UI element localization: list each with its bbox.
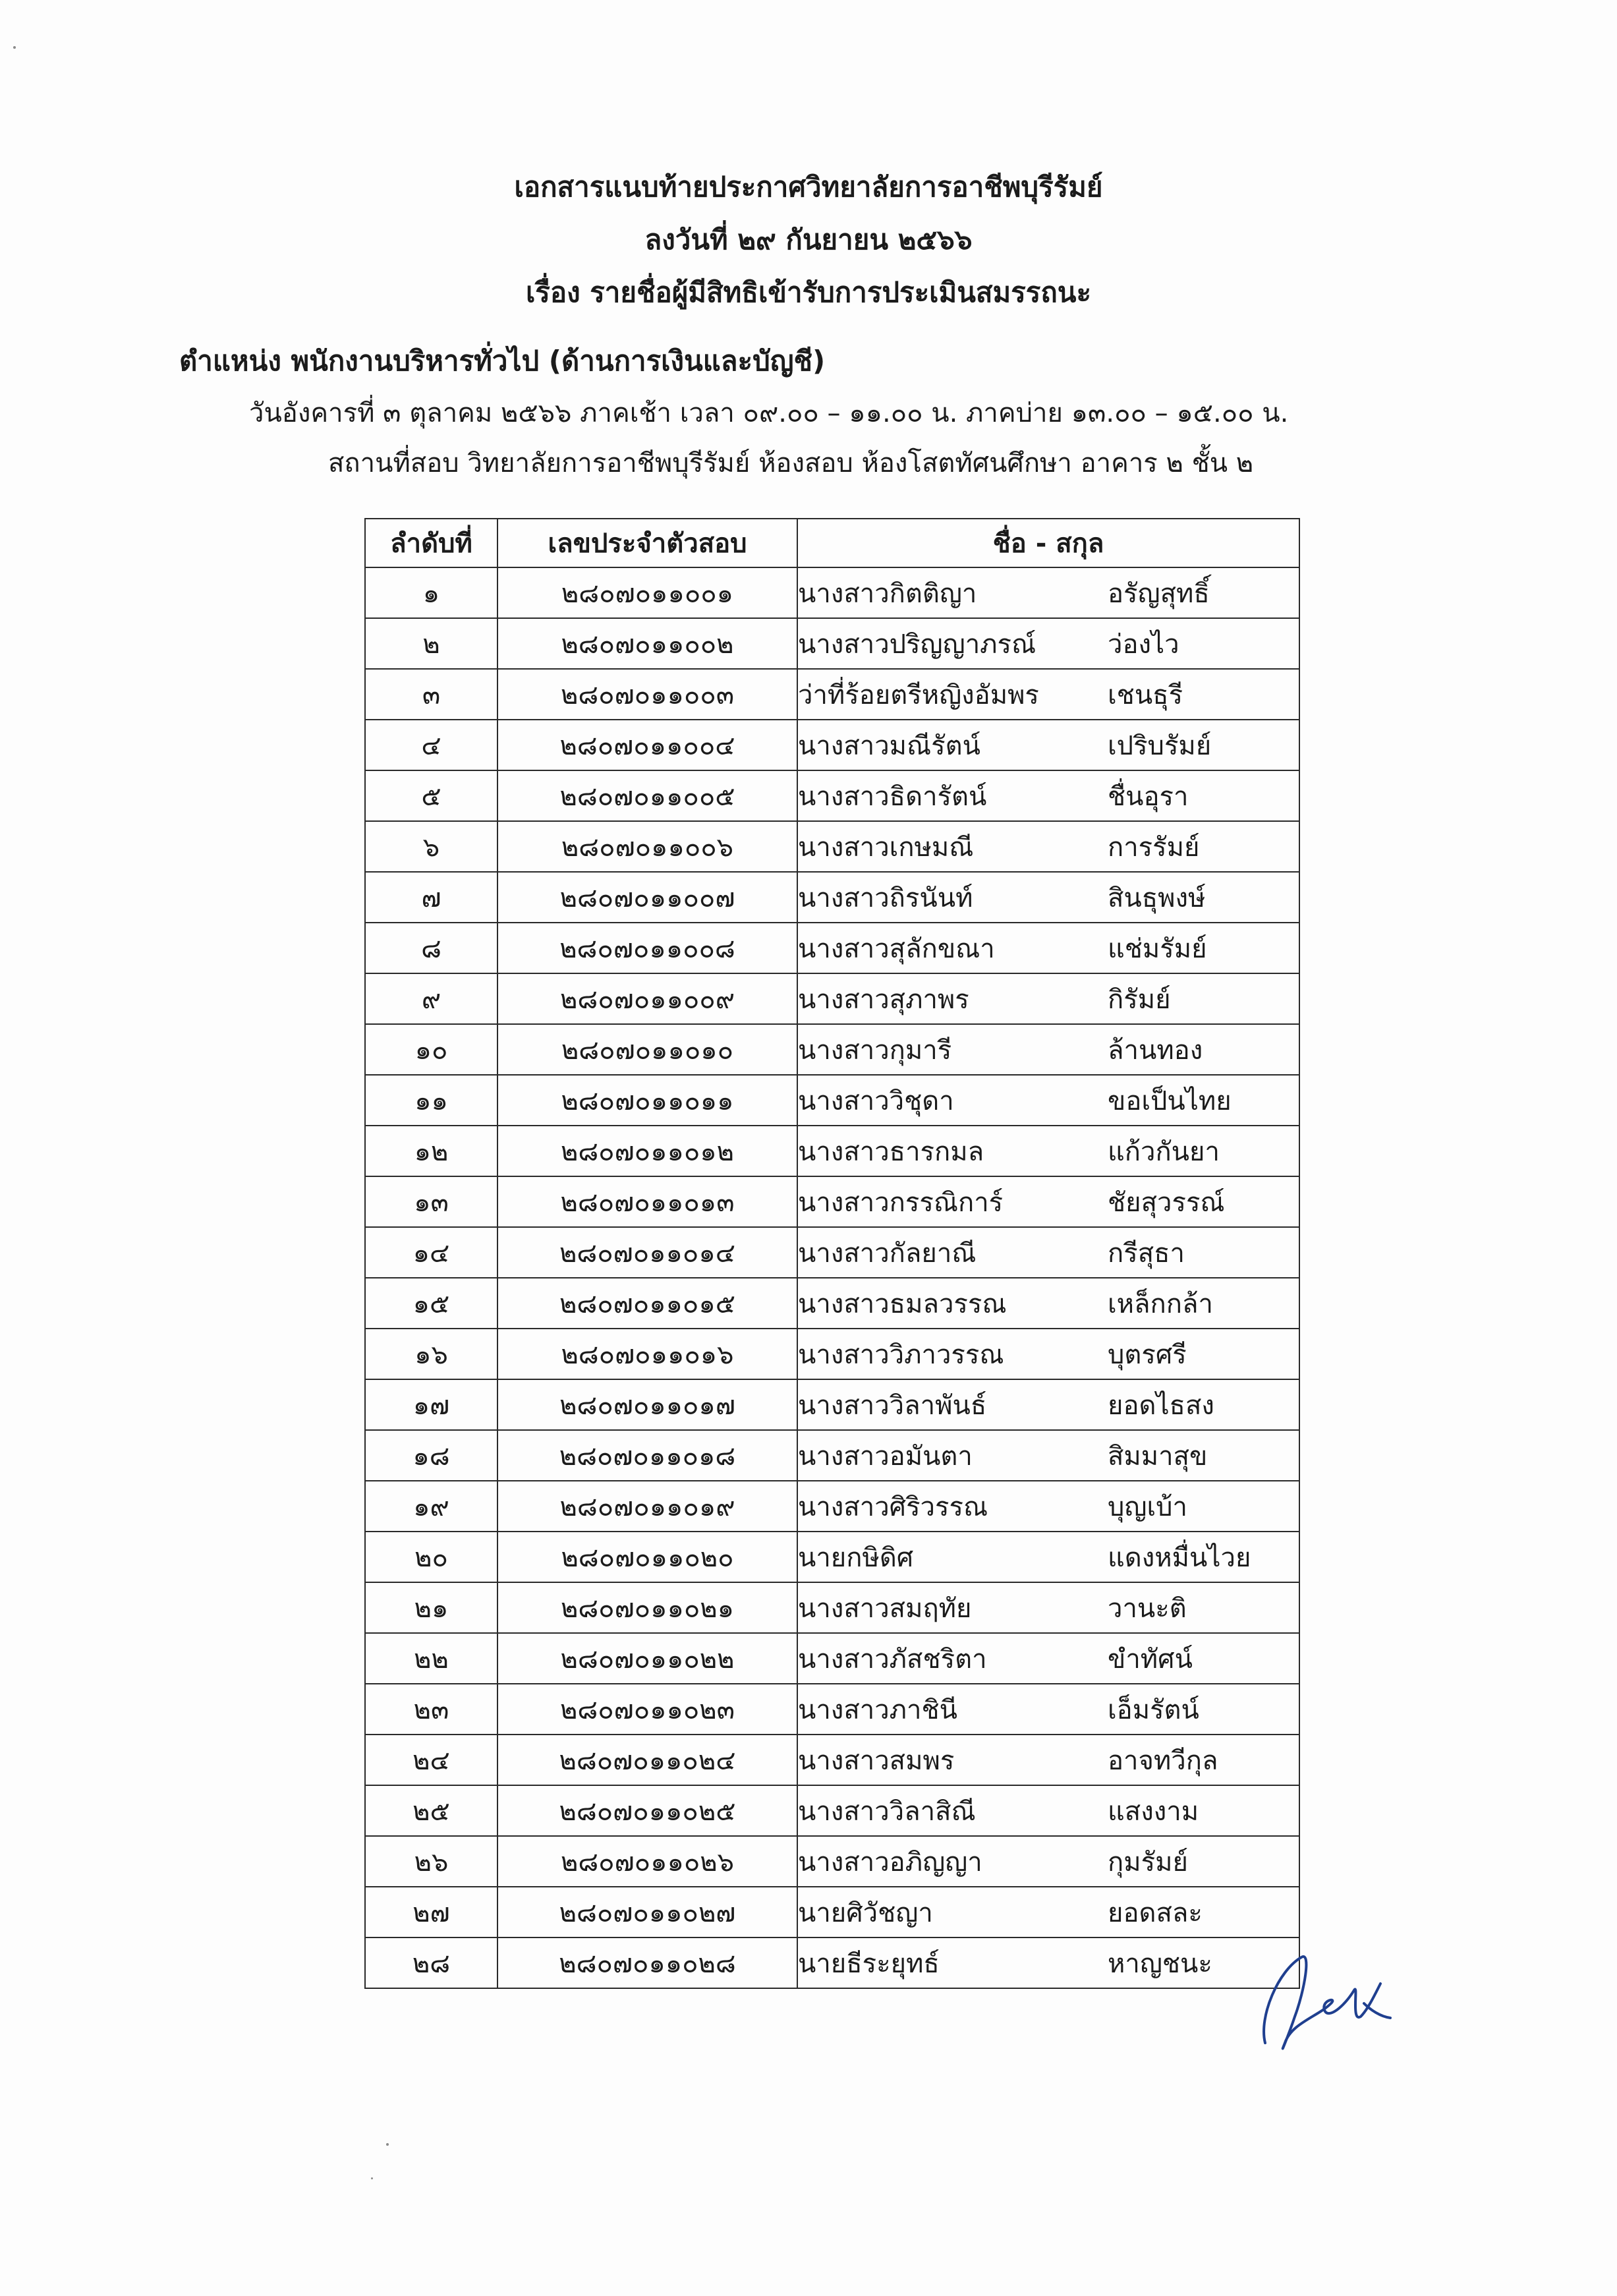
row-exam-id: ๒๘๐๗๐๑๑๐๑๑ [497, 1075, 797, 1126]
table-row [365, 821, 1299, 872]
table-row [365, 1836, 1299, 1887]
row-exam-id: ๒๘๐๗๐๑๑๐๑๓ [497, 1176, 797, 1227]
table-row [365, 1785, 1299, 1836]
row-full-name [797, 720, 1299, 770]
row-exam-id: ๒๘๐๗๐๑๑๐๑๕ [497, 1278, 797, 1329]
first-name: นางสาววิภาวรรณ [798, 1339, 1004, 1370]
signature-icon [1239, 1944, 1397, 2069]
first-name: นางสาวศิริวรรณ [798, 1491, 988, 1522]
last-name: ยอดไธสง [1108, 1390, 1214, 1421]
table-row [365, 1633, 1299, 1684]
document-date: ลงวันที่ ๒๙ กันยายน ๒๕๖๖ [644, 223, 973, 256]
row-full-name [797, 1633, 1299, 1684]
row-exam-id: ๒๘๐๗๐๑๑๐๒๒ [497, 1633, 797, 1684]
last-name: เอ็มรัตน์ [1108, 1694, 1199, 1725]
last-name: ขำทัศน์ [1108, 1644, 1193, 1675]
row-order: ๒๘ [365, 1937, 497, 1988]
document-subject: เรื่อง รายชื่อผู้มีสิทธิเข้ารับการประเมินสมรรถนะ [525, 276, 1092, 308]
table-header-row [365, 519, 1299, 567]
row-full-name [797, 1887, 1299, 1937]
first-name: นางสาววิลาพันธ์ [798, 1390, 987, 1421]
last-name: ขอเป็นไทย [1108, 1085, 1232, 1116]
table-row [365, 1227, 1299, 1278]
last-name: กรีสุธา [1108, 1238, 1185, 1269]
row-full-name [797, 1430, 1299, 1481]
row-order: ๑๓ [365, 1176, 497, 1227]
row-order: ๒๓ [365, 1684, 497, 1735]
table-row [365, 1329, 1299, 1379]
last-name: ยอดสละ [1108, 1897, 1203, 1928]
row-exam-id: ๒๘๐๗๐๑๑๐๐๙ [497, 973, 797, 1024]
table-row [365, 1176, 1299, 1227]
first-name: นางสาวอมันตา [798, 1441, 973, 1472]
table-row [365, 618, 1299, 669]
row-exam-id: ๒๘๐๗๐๑๑๐๑๙ [497, 1481, 797, 1532]
last-name: กุมรัมย์ [1108, 1847, 1188, 1878]
first-name: นางสาวกรรณิการ์ [798, 1187, 1004, 1218]
first-name: นางสาวกัลยาณี [798, 1238, 977, 1269]
row-exam-id: ๒๘๐๗๐๑๑๐๑๘ [497, 1430, 797, 1481]
first-name: นางสาวภัสชริตา [798, 1644, 987, 1675]
last-name: อรัญสุทธิ์ [1108, 578, 1210, 609]
last-name: เหล็กกล้า [1108, 1288, 1213, 1319]
table-row [365, 1582, 1299, 1633]
table-row [365, 872, 1299, 923]
row-order: ๒๐ [365, 1532, 497, 1582]
row-order: ๒๑ [365, 1582, 497, 1633]
first-name: นางสาวสุภาพร [798, 984, 969, 1015]
row-full-name [797, 1735, 1299, 1785]
first-name: นางสาวธมลวรรณ [798, 1288, 1007, 1319]
scan-speck [386, 2143, 389, 2146]
last-name: ชัยสุวรรณ์ [1108, 1187, 1225, 1218]
row-exam-id: ๒๘๐๗๐๑๑๐๑๐ [497, 1024, 797, 1075]
row-exam-id: ๒๘๐๗๐๑๑๐๑๒ [497, 1126, 797, 1176]
row-exam-id: ๒๘๐๗๐๑๑๐๐๘ [497, 923, 797, 973]
row-order: ๕ [365, 770, 497, 821]
exam-venue: สถานที่สอบ วิทยาลัยการอาชีพบุรีรัมย์ ห้องสอบ ห้องโสตทัศนศึกษา อาคาร ๒ ชั้น ๒ [328, 448, 1254, 478]
row-full-name [797, 669, 1299, 720]
row-order: ๑๐ [365, 1024, 497, 1075]
row-exam-id: ๒๘๐๗๐๑๑๐๒๘ [497, 1937, 797, 1988]
table-row [365, 1430, 1299, 1481]
row-order: ๖ [365, 821, 497, 872]
first-name: นางสาวถิรนันท์ [798, 882, 973, 913]
row-order: ๓ [365, 669, 497, 720]
row-full-name [797, 1278, 1299, 1329]
row-order: ๑๗ [365, 1379, 497, 1430]
table-row [365, 973, 1299, 1024]
row-full-name [797, 1379, 1299, 1430]
table-row [365, 1532, 1299, 1582]
row-order: ๑๔ [365, 1227, 497, 1278]
row-full-name [797, 1176, 1299, 1227]
row-exam-id: ๒๘๐๗๐๑๑๐๑๗ [497, 1379, 797, 1430]
table-row [365, 567, 1299, 618]
last-name: ล้านทอง [1108, 1035, 1203, 1066]
last-name: สิมมาสุข [1108, 1441, 1208, 1472]
last-name: เชนธุรี [1108, 679, 1183, 710]
row-full-name [797, 1532, 1299, 1582]
row-order: ๑๕ [365, 1278, 497, 1329]
row-exam-id: ๒๘๐๗๐๑๑๐๑๖ [497, 1329, 797, 1379]
row-order: ๑๘ [365, 1430, 497, 1481]
row-full-name [797, 1024, 1299, 1075]
row-order: ๑๑ [365, 1075, 497, 1126]
first-name: นางสาวธิดารัตน์ [798, 781, 987, 812]
first-name: นางสาววิลาสิณี [798, 1796, 976, 1827]
first-name: นางสาวมณีรัตน์ [798, 730, 980, 761]
position-title: ตำแหน่ง พนักงานบริหารทั่วไป (ด้านการเงินและบัญชี) [179, 345, 826, 377]
last-name: กิรัมย์ [1108, 984, 1171, 1015]
last-name: การรัมย์ [1108, 832, 1200, 863]
row-order: ๔ [365, 720, 497, 770]
first-name: นางสาวสมฤทัย [798, 1593, 972, 1624]
row-full-name [797, 567, 1299, 618]
row-exam-id: ๒๘๐๗๐๑๑๐๐๑ [497, 567, 797, 618]
last-name: แดงหมื่นไวย [1108, 1542, 1251, 1573]
first-name: นางสาวธารกมล [798, 1136, 984, 1167]
row-order: ๘ [365, 923, 497, 973]
candidate-table [364, 518, 1300, 1989]
row-full-name [797, 1126, 1299, 1176]
row-full-name [797, 1075, 1299, 1126]
row-exam-id: ๒๘๐๗๐๑๑๐๒๑ [497, 1582, 797, 1633]
row-full-name [797, 1329, 1299, 1379]
first-name: นางสาวสุลักขณา [798, 933, 995, 964]
row-order: ๗ [365, 872, 497, 923]
table-row [365, 1024, 1299, 1075]
last-name: หาญชนะ [1108, 1948, 1212, 1979]
header-order: ลำดับที่ [365, 519, 497, 567]
row-exam-id: ๒๘๐๗๐๑๑๐๒๖ [497, 1836, 797, 1887]
last-name: บุตรศรี [1108, 1339, 1187, 1370]
table-row [365, 1278, 1299, 1329]
table-row [365, 669, 1299, 720]
row-order: ๑๙ [365, 1481, 497, 1532]
row-order: ๑ [365, 567, 497, 618]
last-name: ว่องไว [1108, 629, 1179, 660]
scan-speck [371, 2177, 373, 2179]
row-full-name [797, 1937, 1299, 1988]
last-name: เปริบรัมย์ [1108, 730, 1212, 761]
header-name: ชื่อ - สกุล [797, 519, 1299, 567]
table-row [365, 720, 1299, 770]
row-full-name [797, 1684, 1299, 1735]
first-name: นายศิวัชญา [798, 1897, 933, 1928]
last-name: แก้วกันยา [1108, 1136, 1220, 1167]
table-row [365, 1126, 1299, 1176]
row-order: ๒๕ [365, 1785, 497, 1836]
last-name: แสงงาม [1108, 1796, 1199, 1827]
row-exam-id: ๒๘๐๗๐๑๑๐๒๐ [497, 1532, 797, 1582]
row-order: ๒๖ [365, 1836, 497, 1887]
first-name: นางสาววิชุดา [798, 1085, 954, 1116]
document-title: เอกสารแนบท้ายประกาศวิทยาลัยการอาชีพบุรีรัมย์ [514, 171, 1103, 203]
row-full-name [797, 770, 1299, 821]
row-full-name [797, 1836, 1299, 1887]
row-exam-id: ๒๘๐๗๐๑๑๐๐๖ [497, 821, 797, 872]
row-full-name [797, 1582, 1299, 1633]
table-row [365, 1684, 1299, 1735]
row-exam-id: ๒๘๐๗๐๑๑๐๒๔ [497, 1735, 797, 1785]
row-exam-id: ๒๘๐๗๐๑๑๐๐๒ [497, 618, 797, 669]
first-name: ว่าที่ร้อยตรีหญิงอัมพร [798, 679, 1039, 710]
table-body [365, 567, 1299, 1988]
first-name: นางสาวสมพร [798, 1745, 955, 1776]
row-order: ๑๖ [365, 1329, 497, 1379]
first-name: นางสาวเกษมณี [798, 832, 974, 863]
table-row [365, 1937, 1299, 1988]
last-name: บุญเบ้า [1108, 1491, 1187, 1522]
row-order: ๑๒ [365, 1126, 497, 1176]
row-exam-id: ๒๘๐๗๐๑๑๐๑๔ [497, 1227, 797, 1278]
row-exam-id: ๒๘๐๗๐๑๑๐๐๔ [497, 720, 797, 770]
row-exam-id: ๒๘๐๗๐๑๑๐๒๓ [497, 1684, 797, 1735]
exam-schedule: วันอังคารที่ ๓ ตุลาคม ๒๕๖๖ ภาคเช้า เวลา ๐๙.๐๐ – ๑๑.๐๐ น. ภาคบ่าย ๑๓.๐๐ – ๑๕.๐๐ น. [249, 398, 1289, 428]
row-order: ๒๔ [365, 1735, 497, 1785]
table-row [365, 923, 1299, 973]
first-name: นางสาวกิตติญา [798, 578, 977, 609]
first-name: นางสาวกุมารี [798, 1035, 952, 1066]
scan-speck [13, 46, 16, 49]
row-exam-id: ๒๘๐๗๐๑๑๐๐๕ [497, 770, 797, 821]
last-name: วานะติ [1108, 1593, 1187, 1624]
row-full-name [797, 1227, 1299, 1278]
first-name: นายธีระยุทธ์ [798, 1948, 940, 1979]
row-full-name [797, 618, 1299, 669]
last-name: แช่มรัมย์ [1108, 933, 1207, 964]
first-name: นางสาวปริญญาภรณ์ [798, 629, 1036, 660]
row-order: ๙ [365, 973, 497, 1024]
table-row [365, 1379, 1299, 1430]
row-order: ๒๒ [365, 1633, 497, 1684]
table-row [365, 1735, 1299, 1785]
row-exam-id: ๒๘๐๗๐๑๑๐๐๓ [497, 669, 797, 720]
last-name: สินธุพงษ์ [1108, 882, 1206, 913]
last-name: ชื่นอุรา [1108, 781, 1189, 812]
table-row [365, 1075, 1299, 1126]
last-name: อาจทวีกุล [1108, 1745, 1218, 1776]
row-full-name [797, 1785, 1299, 1836]
header-exam-id: เลขประจำตัวสอบ [497, 519, 797, 567]
row-exam-id: ๒๘๐๗๐๑๑๐๒๕ [497, 1785, 797, 1836]
first-name: นางสาวภาชินี [798, 1694, 957, 1725]
first-name: นางสาวอภิญญา [798, 1847, 982, 1878]
row-full-name [797, 872, 1299, 923]
row-full-name [797, 821, 1299, 872]
row-order: ๒๗ [365, 1887, 497, 1937]
row-exam-id: ๒๘๐๗๐๑๑๐๐๗ [497, 872, 797, 923]
row-exam-id: ๒๘๐๗๐๑๑๐๒๗ [497, 1887, 797, 1937]
row-full-name [797, 923, 1299, 973]
table-row [365, 1887, 1299, 1937]
table-row [365, 770, 1299, 821]
first-name: นายกษิดิศ [798, 1542, 914, 1573]
row-full-name [797, 973, 1299, 1024]
table-row [365, 1481, 1299, 1532]
row-full-name [797, 1481, 1299, 1532]
row-order: ๒ [365, 618, 497, 669]
